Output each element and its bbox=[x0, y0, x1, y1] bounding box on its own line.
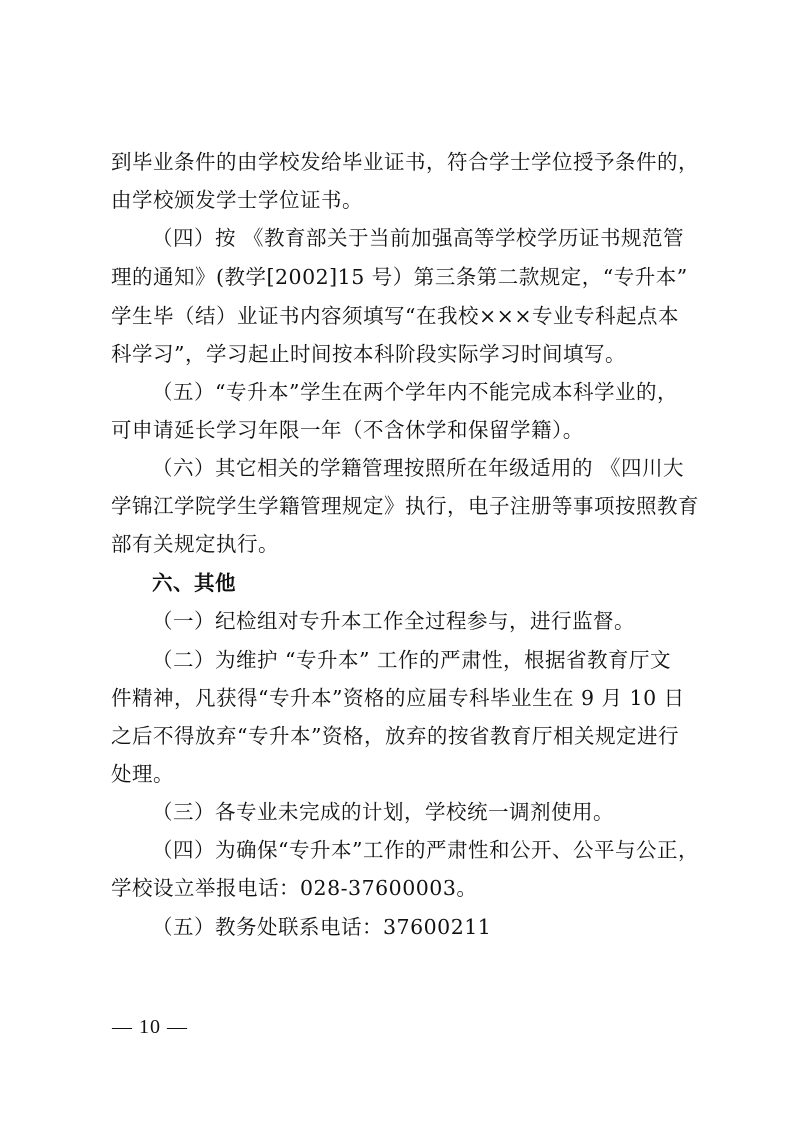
paragraph-line: 到毕业条件的由学校发给毕业证书，符合学士学位授予条件的， bbox=[111, 150, 699, 174]
paragraph-line: 可申请延长学习年限一年（不含休学和保留学籍）。 bbox=[111, 418, 584, 442]
paragraph-line: （二）为维护 “专升本” 工作的严肃性，根据省教育厅文 bbox=[152, 648, 671, 672]
paragraph-line: （六）其它相关的学籍管理按照所在年级适用的 《四川大 bbox=[152, 456, 685, 480]
paragraph-line: 部有关规定执行。 bbox=[111, 532, 279, 556]
paragraph-line: 之后不得放弃“专升本”资格，放弃的按省教育厅相关规定进行 bbox=[111, 724, 679, 748]
paragraph-line: 由学校颁发学士学位证书。 bbox=[111, 188, 363, 212]
paragraph-line: （五）“专升本”学生在两个学年内不能完成本科学业的， bbox=[152, 380, 678, 404]
paragraph-line: （四）按 《教育部关于当前加强高等学校学历证书规范管 bbox=[152, 226, 685, 250]
paragraph-line: 学生毕（结）业证书内容须填写“在我校×××专业专科起点本 bbox=[111, 304, 680, 328]
paragraph-line: 件精神，凡获得“专升本”资格的应届专科毕业生在 9 月 10 日 bbox=[111, 686, 685, 710]
paragraph-line: 处理。 bbox=[111, 762, 174, 786]
paragraph-line: （三）各专业未完成的计划，学校统一调剂使用。 bbox=[152, 800, 614, 824]
paragraph-line: 学锦江学院学生学籍管理规定》执行，电子注册等事项按照教育 bbox=[111, 494, 699, 518]
page-number: — 10 — bbox=[112, 1016, 188, 1038]
section-heading: 六、其他 bbox=[152, 571, 236, 595]
paragraph-line: （五）教务处联系电话：37600211 bbox=[152, 915, 492, 939]
paragraph-line: 学校设立举报电话：028-37600003。 bbox=[111, 876, 478, 900]
paragraph-line: 理的通知》(教学[2002]15 号）第三条第二款规定，“专升本” bbox=[111, 265, 688, 289]
paragraph-line: 科学习”，学习起止时间按本科阶段实际学习时间填写。 bbox=[111, 342, 626, 366]
paragraph-line: （一）纪检组对专升本工作全过程参与，进行监督。 bbox=[152, 609, 635, 633]
paragraph-line: （四）为确保“专升本”工作的严肃性和公开、公平与公正， bbox=[152, 838, 699, 862]
